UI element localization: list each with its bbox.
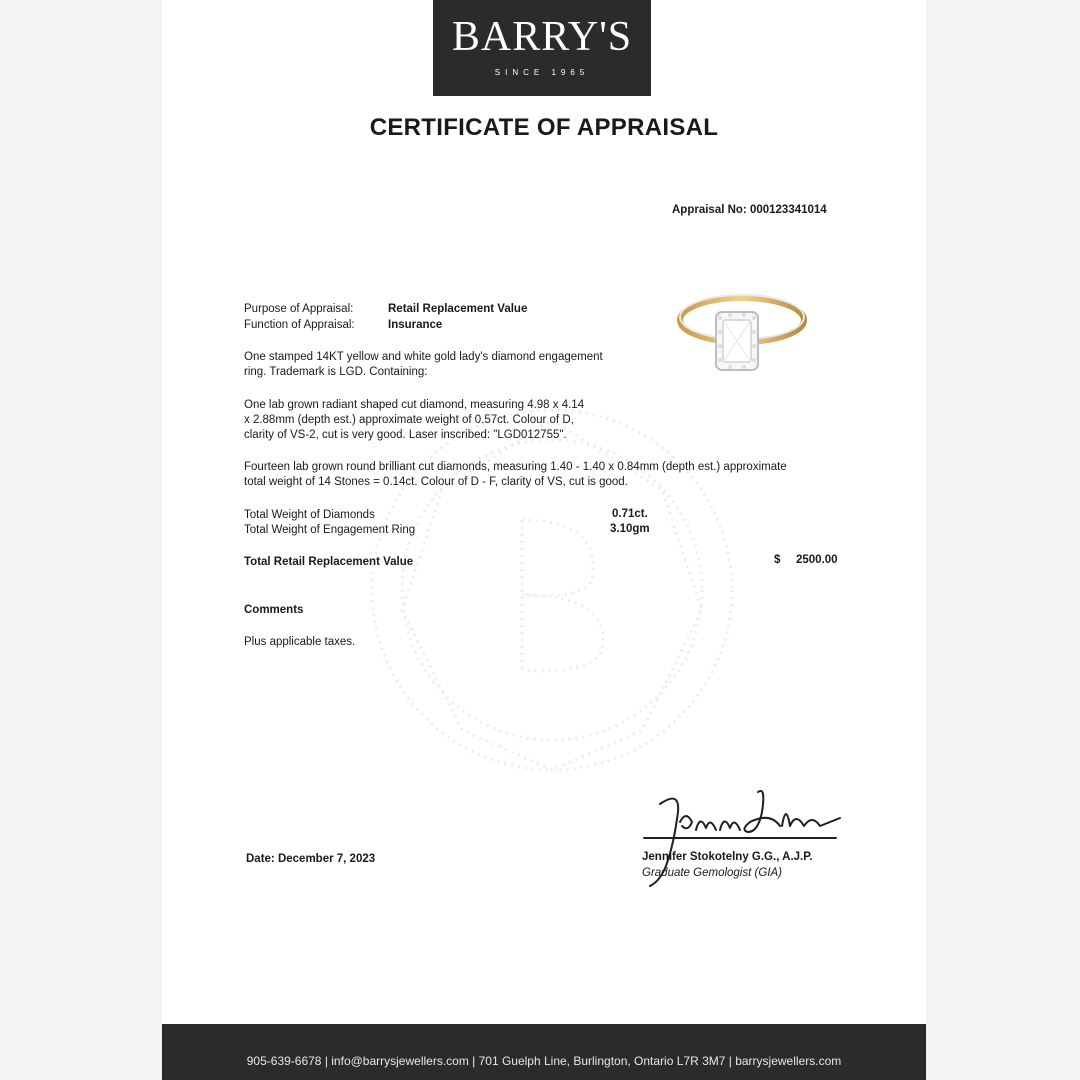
comments-text: Plus applicable taxes. bbox=[244, 636, 356, 648]
description-intro-line-2: ring. Trademark is LGD. Containing: bbox=[244, 366, 428, 378]
signatory-title: Graduate Gemologist (GIA) bbox=[642, 867, 782, 879]
page-title: CERTIFICATE OF APPRAISAL bbox=[369, 114, 719, 141]
logo-wordmark: BARRY'S bbox=[451, 14, 633, 60]
appraisal-date: Date: December 7, 2023 bbox=[246, 853, 376, 865]
footer-contact: 905-639-6678 | info@barrysjewellers.com | 701 Guelph Line, Burlington, Ontario L7R 3M7 | barrysjewellers.com bbox=[246, 1054, 842, 1068]
footer-bar bbox=[162, 1024, 926, 1080]
total-value-label: Total Retail Replacement Value bbox=[244, 556, 414, 568]
side-stones-line-2: total weight of 14 Stones = 0.14ct. Colour of D - F, clarity of VS, cut is good. bbox=[244, 476, 628, 488]
total-ring-label: Total Weight of Engagement Ring bbox=[244, 524, 416, 536]
center-stone-line-3: clarity of VS-2, cut is very good. Laser inscribed: "LGD012755". bbox=[244, 429, 567, 441]
logo-since: SINCE 1965 bbox=[494, 68, 590, 77]
certificate-page bbox=[162, 0, 926, 1080]
purpose-value: Retail Replacement Value bbox=[388, 303, 528, 315]
side-stones-line-1: Fourteen lab grown round brilliant cut diamonds, measuring 1.40 - 1.40 x 0.84mm (depth est.) approximate bbox=[244, 461, 787, 473]
total-value-amount: 2500.00 bbox=[796, 554, 838, 566]
watermark-monogram bbox=[342, 380, 762, 800]
signatory-name: Jennifer Stokotelny G.G., A.J.P. bbox=[642, 851, 813, 863]
total-ring-value: 3.10gm bbox=[610, 523, 650, 535]
center-stone-line-2: x 2.88mm (depth est.) approximate weight of 0.57ct. Colour of D, bbox=[244, 414, 574, 426]
total-value-currency: $ bbox=[774, 554, 781, 566]
description-intro-line-1: One stamped 14KT yellow and white gold lady's diamond engagement bbox=[244, 351, 603, 363]
total-diamonds-value: 0.71ct. bbox=[612, 508, 648, 520]
total-diamonds-label: Total Weight of Diamonds bbox=[244, 509, 375, 521]
ring-image bbox=[672, 288, 812, 388]
function-label: Function of Appraisal: bbox=[244, 319, 355, 331]
function-value: Insurance bbox=[388, 319, 443, 331]
comments-heading: Comments bbox=[244, 604, 304, 616]
purpose-label: Purpose of Appraisal: bbox=[244, 303, 354, 315]
barrys-logo bbox=[433, 0, 651, 96]
appraisal-number: Appraisal No: 000123341014 bbox=[672, 204, 827, 216]
center-stone-line-1: One lab grown radiant shaped cut diamond, measuring 4.98 x 4.14 bbox=[244, 399, 585, 411]
